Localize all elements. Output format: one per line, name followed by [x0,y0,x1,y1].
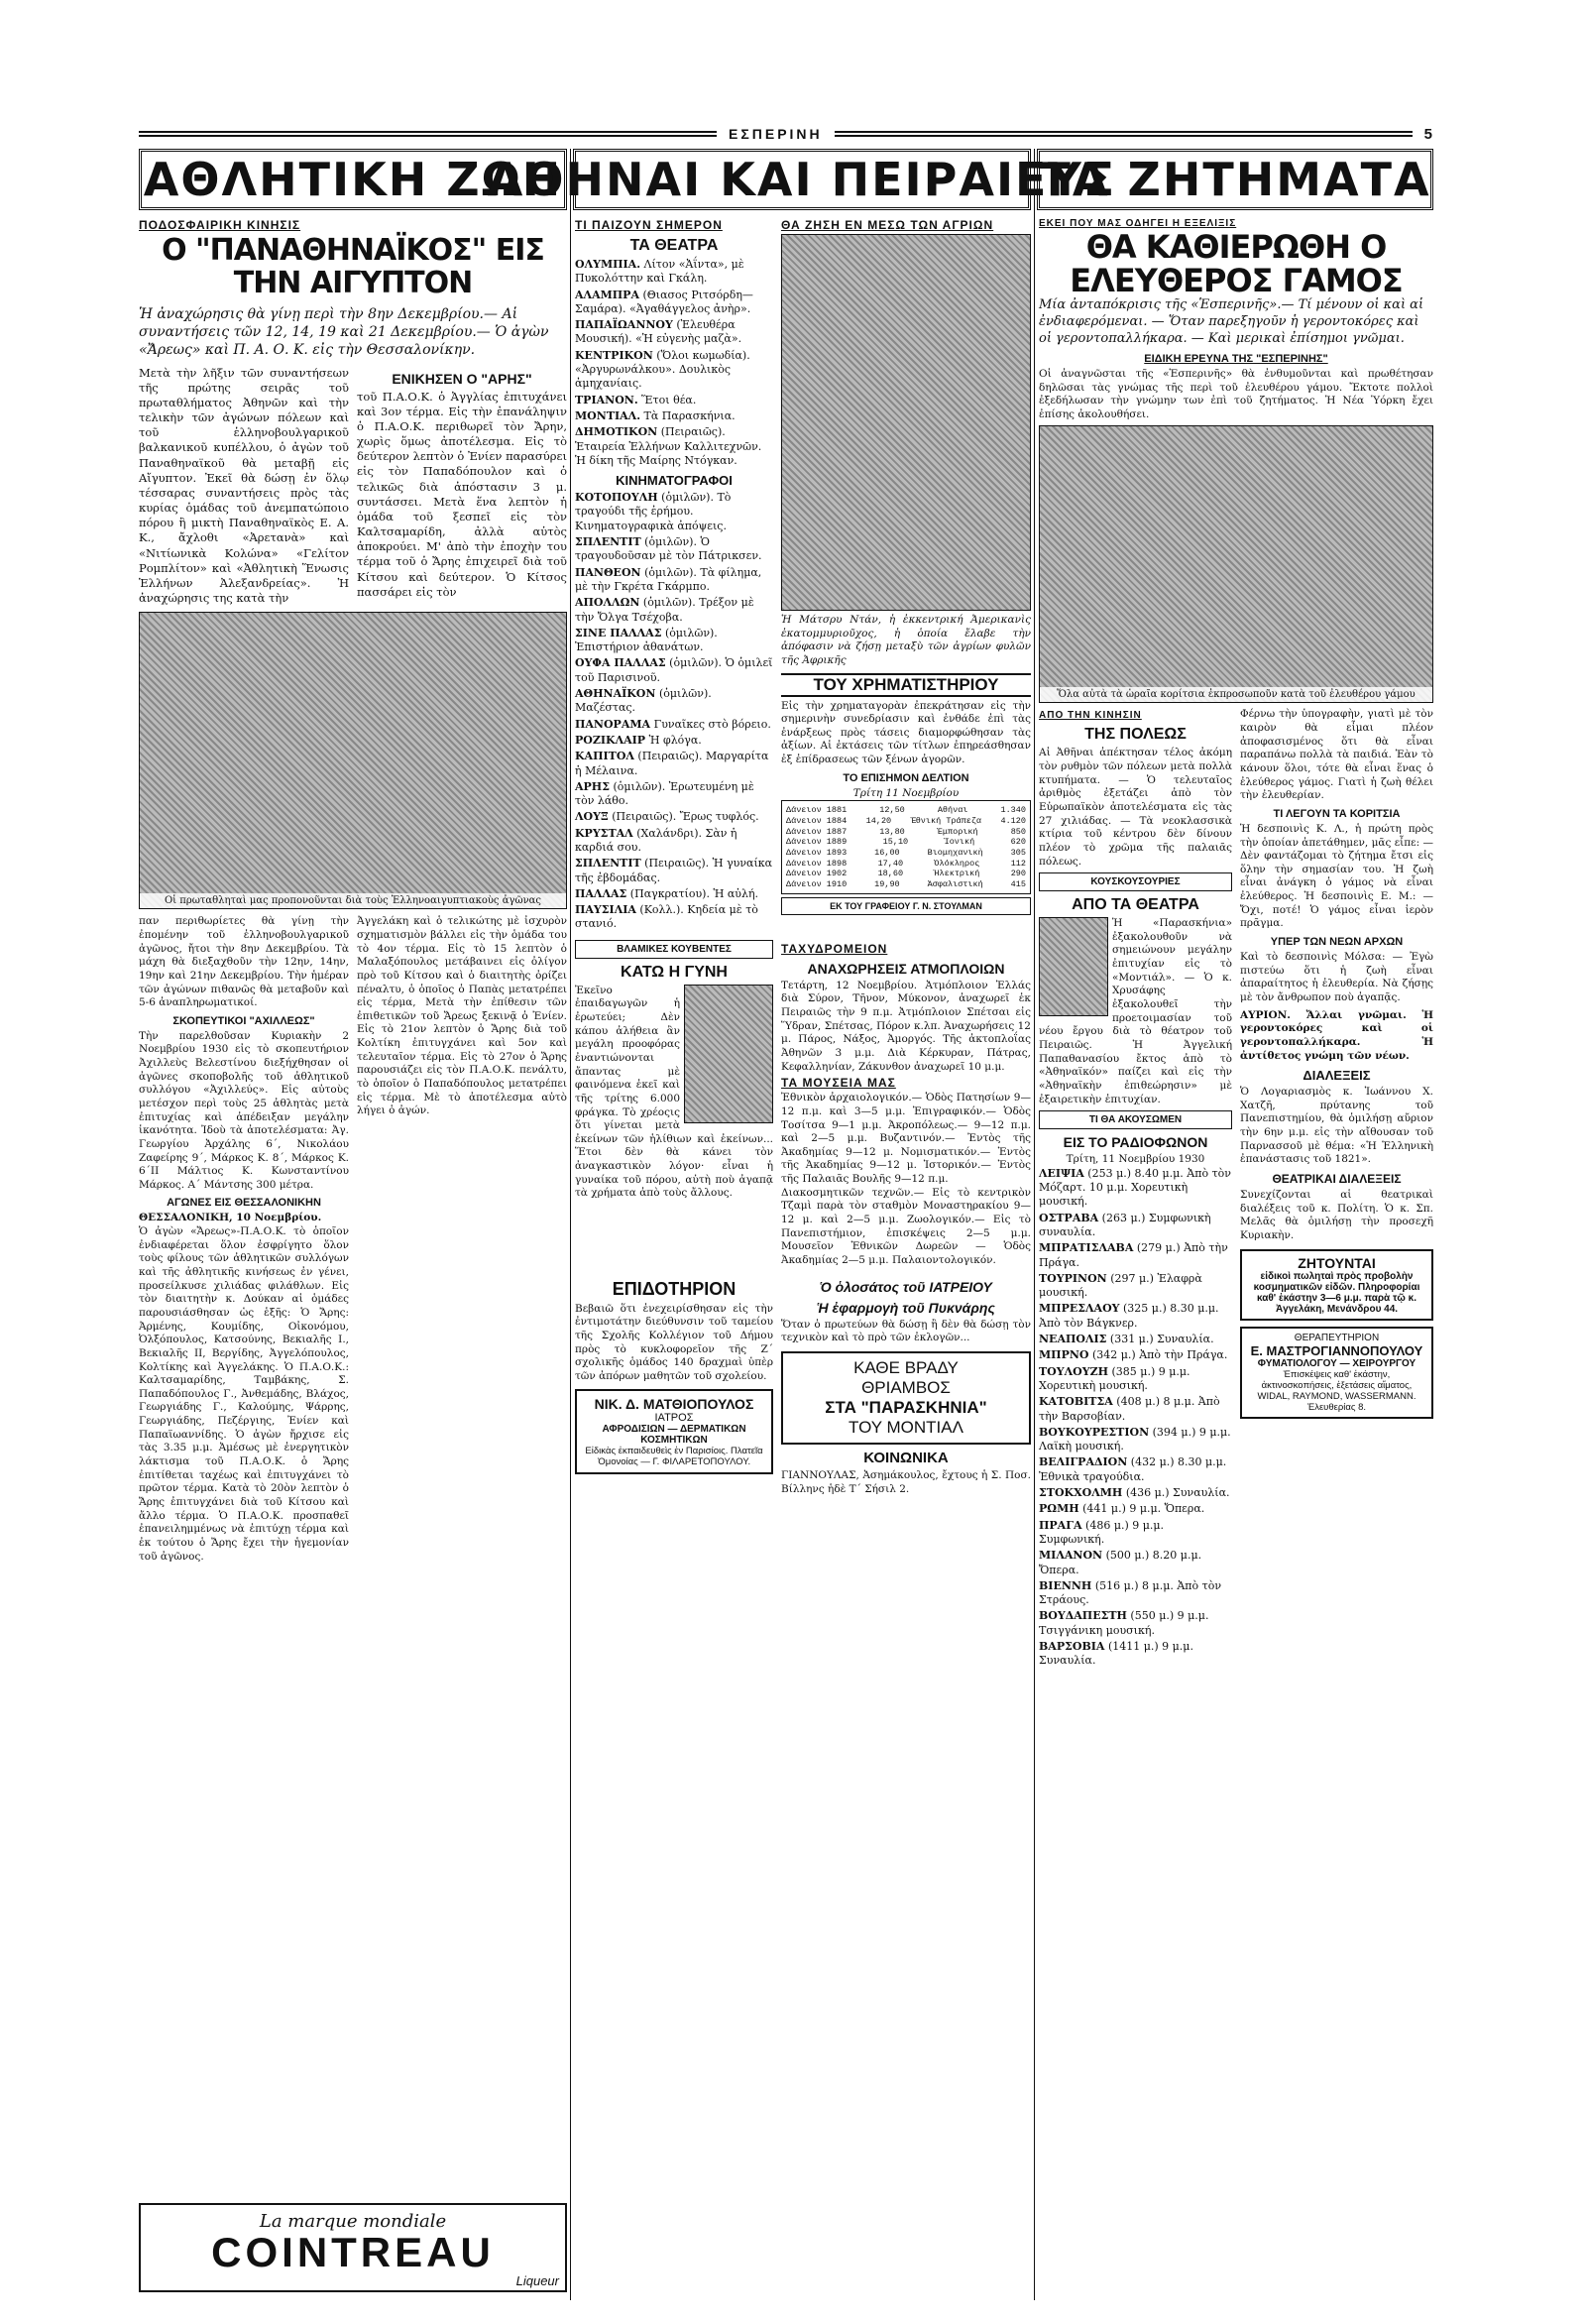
cinema-item [575,887,773,901]
radio-item-name: ΝΕΑΠΟΛΙΣ [1039,1333,1107,1346]
radio-item [1039,1519,1232,1548]
stock-cell: Δάνειον 1889 [786,837,848,848]
theatre-item-desc: Ἕτοι θέα. [637,393,697,407]
stock-cell: 850 [1010,826,1026,837]
radio-item [1039,1348,1232,1362]
radio-item [1039,1241,1232,1270]
stock-row [786,837,1026,848]
radio-item [1039,1365,1232,1394]
radio-item [1039,1212,1232,1240]
stock-title: ΤΟΥ ΧΡΗΜΑΤΙΣΤΗΡΙΟΥ [781,673,1031,697]
cinema-item-name: ΛΟΥΞ [575,810,609,824]
theatre-item-desc: (Θιασος Ριτσόρδη—Σαμάρα). «Ἀγαθάγγελος ἀνὴρ». [575,288,753,315]
stock-cell: 12,50 [879,805,905,816]
cinema-item-desc: (Πειραιῶς). Ἔρως τυφλός. [608,810,759,824]
theatre-item [575,258,773,287]
cinema-item-desc: (ὁμιλῶν). Τὰ φίλημα, μὲ τὴν Γκρέτα Γκάρμπο. [575,565,762,593]
women-text: Ἐκεῖνο ἐπαιδαγωγῶν ἡ ἐρωτεύει; Δὲν κάπου ἀλήθεια ἂν μεγάλη προοφόρας ἐναντιώνονται ἄπαντας μὲ φαινόμενα ἐκεῖ καὶ τῆς τρίτης 6.000 φράγκα. Τὸ χρέοςις ὅτι γίνεται μετὰ ἐκείνων τῶν ἡλίθιων καὶ ἐκείνων... Ἕτοι δὲν θὰ κάνει τὸν ἀναγκαστικὸν λόγον· εἶναι ἡ γυναίκα τοῦ πόρου, αὐτὴ ποὺ ἀγαπᾷ τὰ χρήματα ἀπὸ τοὺς ἄλλους. [575,984,773,1200]
radio-item-desc: (441 μ.) 9 μ.μ. Ὄπερα. [1078,1502,1205,1516]
doctor-title: ΙΑΤΡΟΣ [654,1412,694,1425]
radio-item-name: ΜΠΡΕΣΛΑΟΥ [1039,1302,1120,1316]
sports-headline: Ο "ΠΑΝΑΘΗΝΑΪΚΟΣ" ΕΙΣ ΤΗΝ ΑΙΓΥΠΤΟΝ [162,233,544,300]
museums-kicker: ΤΑ ΜΟΥΣΕΙΑ ΜΑΣ [781,1076,896,1091]
radio-item-desc: (342 μ.) Ἀπὸ τὴν Πράγα. [1088,1348,1228,1362]
stock-row [786,805,1026,816]
thessaloniki-text: Ὁ ἀγὼν «Ἄρεως»-Π.Α.Ο.Κ. τὸ ὁποῖον ἐνδιαφέρεται ὅλον ἐσφρίγητο ὅλον τοὺς φίλους τῶν ἀθλητικῶν συλλόγων καὶ τῆς ἀθλητικῆς κινήσεως ἐν γένει, προσείλκυσε χιλιάδας φιλάθλων. Εἰς τὸν διαιτητὴν κ. Δούκαν αἱ ὁμάδες παρουσιάσθησαν ὡς ἑξῆς: Ὁ Ἄρης: Ἀρμένης, Κουμίδης, Οἰκονόμου, Ὀλξόπουλος, Κατσούνης, Βεκιαλῆς Ι., Βεκιαλῆς ΙΙ, Βεργίδης, Ἀγγελόπουλος, Κολτίκης καὶ Ἀγγελάκης. Ὁ Π.Α.Ο.Κ.: Καλτσαμαρίδης, Ταμβάκης, Σ. Παπαδόπουλος Γ., Ἀνθεμάδης, Βλάχος, Γεωργιάδης Γ., Καλούμης, Ψάρρης, Γεωργιάδης, Πεζέργιης, Ἐνίεν καὶ Παπαϊωαννίδης. Ὁ ἀγὼν ἤρχισε εἰς τὰς 3.35 μ.μ. Ἀμέσως μὲ ἐνεργητικὸν λάκτισμα τοῦ Π.Α.Ο.Κ. ὁ Ἄρης ἐπιτίθεται ταχέως καὶ ἐπιτυγχάνει τὸ πρῶτον τέρμα. Κατὰ τὸ 20ὸν λεπτὸν ὁ Ἄρης ἐπιτυγχάνει διὰ τοῦ Κίτσου καὶ ἄλλο τέρμα. Ὁ Π.Α.Ο.Κ. προσπαθεῖ ἐπανειλημμένως νὰ ἐπιτύχῃ τέρμα καὶ ἐκ τούτου ὁ Ἄρης ἔχει τὴν ἡγεμονίαν τοῦ ἀγῶνος. [139,1225,349,1563]
clinic-kicker: ΘΕΡΑΠΕΥΤΗΡΙΟΝ [1294,1332,1380,1343]
doctor-ad[interactable] [575,1389,773,1474]
stock-cell: Δάνειον 1887 [786,826,848,837]
doctor-name: ΝΙΚ. Δ. ΜΑΤΘΙΟΠΟΥΛΟΣ [594,1396,754,1413]
wanted-ad[interactable] [1240,1249,1433,1321]
sports-kicker: ΠΟΔΟΣΦΑΙΡΙΚΗ ΚΙΝΗΣΙΣ [139,218,301,232]
stock-row [786,816,1026,827]
radio-item-name: ΤΟΥΡΙΝΟΝ [1039,1271,1107,1285]
theatre-item-name: ΑΛΑΜΠΡΑ [575,288,639,301]
banner-issues: ΤΑ ΖΗΤΗΜΑΤΑ [1037,149,1433,210]
radio-item-desc: (331 μ.) Συναυλία. [1106,1333,1214,1346]
women-kicker: ΒΛΑΜΙΚΕΣ ΚΟΥΒΕΝΤΕΣ [575,940,773,959]
montial-ad-line3: ΣΤΑ "ΠΑΡΑΣΚΗΝΙΑ" [825,1397,987,1417]
radio-item-desc: (263 μ.) Συμφωνικὴ συναυλία. [1039,1211,1211,1238]
cinema-item [575,627,773,655]
doctor-specialty: ΑΦΡΟΔΙΣΙΩΝ — ΔΕΡΜΑΤΙΚΩΝ ΚΟΣΜΗΤΙΚΩΝ [602,1424,746,1447]
banner-sports: ΑΘΛΗΤΙΚΗ ΖΩΗ [139,149,567,210]
achilleus-kicker: ΣΚΟΠΕΥΤΙΚΟΙ "ΑΧΙΛΛΕΩΣ" [172,1014,315,1027]
women-cartoon [684,985,773,1123]
theatre-item-name: ΔΗΜΟΤΙΚΟΝ [575,425,658,439]
radio-item [1039,1640,1232,1669]
cinema-item-desc: (Πειραιῶς). Μαργαρίτα ἡ Μέλαινα. [575,750,769,777]
banner-city: ΑΘΗΝΑΙ ΚΑΙ ΠΕΙΡΑΙΕΥΣ [573,149,1031,210]
radio-item [1039,1609,1232,1638]
museums-text: Ἐθνικὸν ἀρχαιολογικόν.— Ὁδὸς Πατησίων 9—12 π.μ. καὶ 3—5 μ.μ. Ἐπιγραφικόν.— Ὁδὸς Τοσίτσα 9—1 μ.μ. Ἀκροπόλεως.— 9—12 π.μ. καὶ 2—5 μ.μ. Βυζαντινόν.— Ἐντὸς τῆς Ἀκαδημίας 9—12 μ. Νομισματικόν.— Ἐντὸς τῆς Ἀκαδημίας 9—12 μ. Ἱστορικόν.— Ἐντὸς τῆς Παλαιᾶς Βουλῆς 9—12 π.μ. [781,1092,1031,1186]
radio-item-desc: (436 μ.) Συναυλία. [1122,1486,1230,1500]
koutsomplio-text: Ἡ «Παρασκήνια» ἐξακολουθοῦν νὰ σημειώνουν μεγάλην ἐπιτυχίαν εἰς τὸ «Μοντιάλ». — Ὁ κ. Χρυσάφης ἐξακολουθεῖ τὴν προετοιμασίαν τοῦ νέου ἔργου διὰ τὸ θέατρον τοῦ Πειραιῶς. Ἡ Ἀγγελική Παπαθανασίου ἔκτος ἀπὸ τὸ «Ἀθηναϊκόν» παίζει καὶ εἰς τὴν «Ἀθηναϊκὴν ἐπιθεώρησιν» μὲ ἐξαιρετικὴν ἐπιτυχίαν. [1039,917,1232,1105]
theatre-item-desc: (Ὅλοι κωμωδία). «Ἀργυρωνάλκου». Δουλικὸς ἀμηχανίαις. [575,348,750,391]
cointreau-suffix: Liqueur [515,2273,559,2288]
stock-row [786,859,1026,870]
legoun-text: Ἡ δεσποινὶς Κ. Λ., ἡ πρώτη πρὸς τὴν ὁποίαν ἀπετάθημεν, μᾶς εἶπε: — Δὲν φαντάζομαι τὸ ζήτημα ἔτσι εἰς ὅλην τὴν σημασίαν του. Ἡ ζωὴ εἶναι ἀνάγκη ὁ γάμος νὰ εἶναι ἐλεύθερος. Ἡ δεσποινὶς Ε. Μ.: — Ὄχι, ποτέ! Ὁ γάμος εἶναι ἱερὸν πρᾶγμα. [1240,822,1433,930]
theatre-item [575,425,773,468]
taxi-article [781,940,1031,1268]
marriage-photo [1039,425,1433,703]
city-section [575,216,1031,2308]
street-caption: Ἡ Μάτσρυ Ντάν, ἡ ἐκκεντρική Ἀμερικανὶς ἐκατομμυριοῦχος, ἡ ὁποία ἔλαβε τὴν ἀπόφασιν νὰ ζήσῃ μεταξὺ τῶν ἀγρίων φυλῶν τῆς Ἀφρικῆς [781,614,1031,666]
aurion-text: ΑΥΡΙΟΝ. Ἄλλαι γνῶμαι. Ἡ γεροντοκόρες καὶ οἱ γεροντοπαλλήκαρα. Ἡ ἀντίθετος γνώμη τῶν νέων. [1240,1008,1433,1062]
stock-cell: 17,40 [877,858,904,869]
stock-cell: 14,20 [865,816,892,827]
epidotirion-text: Βεβαιῶ ὅτι ἐνεχειρίσθησαν εἰς τὴν ἐντιμοτάτην διεύθυνσιν τοῦ ταμείου τῆς Σχολῆς Κολλέγιον τοῦ Δήμου πρὸς τὸ κυκλοφορεῖον τῆς Ζ΄ σχολικῆς ὁμάδος 140 δραχμαὶ ὑπὲρ τῶν ἀπόρων μαθητῶν τοῦ σχολείου. [575,1302,773,1382]
radio-item-desc: (325 μ.) 8.30 μ.μ. Ἀπὸ τὸν Βάγκνερ. [1039,1302,1219,1330]
stock-cell: 15,10 [882,837,909,848]
lecture-kicker: ΔΙΑΛΕΞΕΙΣ [1303,1068,1371,1084]
cinema-item-name: ΠΑΛΛΑΣ [575,886,627,900]
radio-item-name: ΚΑΤΟΒΙΤΣΑ [1039,1395,1113,1409]
koutsomplio-kicker: ΚΟΥΣΚΟΥΣΟΥΡΙΕΣ [1039,872,1232,891]
clinic-name: Ε. ΜΑΣΤΡΟΓΙΑΝΝΟΠΟΥΛΟΥ [1250,1342,1423,1358]
radio-intro: Τρίτη, 11 Νοεμβρίου 1930 [1066,1153,1205,1166]
survey-text2: Φέρνω τὴν ὑπογραφὴν, γιατὶ μὲ τὸν καιρὸν θὰ εἶμαι πλέον ἀποφασισμένος ὅτι θὰ εἶναι παραπάνω πολλὰ τὰ παιδιά. Ἐὰν τὸ κάνουν ὅλοι, τότε θὰ εἶναι ἕνας ὁ ἐλεύθερος γάμος. Γιατὶ ἡ ζωὴ θέλει τὴν ἐλευθερίαν. [1240,708,1433,802]
stock-cell: Αθήναι [937,805,968,816]
broker-note: ΕΚ ΤΟΥ ΓΡΑΦΕΙΟΥ Γ. Ν. ΣΤΟΥΛΜΑΝ [781,897,1031,915]
cinema-item-desc: (ὁμιλῶν). Ὁ τραγουδοῦσαν μὲ τὸν Πάτρικσεν. [575,535,762,563]
cinema-item [575,827,773,856]
wanted-text: εἰδικοὶ πωληταὶ πρὸς προβολὴν κοσμηματικῶν εἰδῶν. Πληροφορίαι καθ' ἑκάστην 3—6 μ.μ. παρὰ τῷ κ. Ἀγγελάκη, Μενάνδρου 44. [1253,1270,1420,1315]
cinema-item-desc: (ὁμιλῶν). Ἐρωτευμένη μὲ τὸν λάθο. [575,779,754,808]
cinema-item-name: ΠΑΝΘΕΟΝ [575,565,641,579]
stock-cell: 1.340 [1000,805,1026,816]
taxi-title: ΑΝΑΧΩΡΗΣΕΙΣ ΑΤΜΟΠΛΟΙΩΝ [807,960,1005,977]
cinema-item-desc: Ἡ φλόγα. [645,733,702,747]
city-right-top [781,216,1031,934]
radio-item-desc: (500 μ.) 8.20 μ.μ. Ὄπερα. [1039,1549,1202,1576]
cinema-item [575,718,773,732]
radio-title: ΕΙΣ ΤΟ ΡΑΔΙΟΦΩΝΟΝ [1063,1134,1208,1151]
stock-cell: Δάνειον 1902 [786,869,848,879]
clinic-spec: ΦΥΜΑΤΙΟΛΟΓΟΥ — ΧΕΙΡΟΥΡΓΟΥ [1257,1357,1416,1369]
masthead-paper-name: ΕΣΠΕΡΙΝΗ [729,126,823,142]
marriage-subhead: Μία ἀνταπόκρισις τῆς «Ἑσπερινῆς».— Τί μένουν οἱ καὶ αἱ ἐνδιαφερόμεναι. — Ὅταν παρεξηγοῦν ἡ γεροντοκόρες καὶ οἱ γεροντοπαλλήκαρα. — Καὶ μερικαὶ ἐπίσημοι γνῶμαι. [1039,297,1424,346]
cointreau-brand: COINTREAU [211,2229,495,2275]
social-title: ΚΟΙΝΩΝΙΚΑ [863,1449,949,1466]
radio-item-name: ΤΟΥΛΟΥΖΗ [1039,1364,1109,1378]
stock-cell: Ἑθνική Τράπεζα [910,816,982,827]
taxi-kicker: ΤΑΧΥΔΡΟΜΕΙΟΝ [781,941,888,956]
sports-bottom-columns [139,915,567,1564]
cinema-item [575,810,773,824]
cinema-item-name: ΑΠΟΛΛΩΝ [575,596,640,610]
marriage-headline: ΘΑ ΚΑΘΙΕΡΩΘΗ Ο ΕΛΕΥΘΕΡΟΣ ΓΑΜΟΣ [1070,228,1403,299]
polis-title: ΤΗΣ ΠΟΛΕΩΣ [1084,726,1187,744]
radio-item [1039,1579,1232,1608]
cinemas-items [575,491,773,932]
cinema-item-desc: (Χαλάνδρι). Σὰν ἡ καρδιά σου. [575,826,737,854]
theatres-items [575,258,773,468]
stock-cell: Δάνειον 1881 [786,805,848,816]
cinema-item-name: ΑΘΗΝΑΪΚΟΝ [575,687,656,701]
cinema-item-name: ΡΟΖΙΚΛΑΙΡ [575,733,646,747]
theatre-item [575,394,773,407]
stock-row [786,827,1026,838]
sports-photo [139,612,567,909]
radio-item-desc: (1411 μ.) 9 μ.μ. Συναυλία. [1039,1640,1193,1668]
nea-kicker: ΥΠΕΡ ΤΩΝ ΝΕΩΝ ΑΡΧΩΝ [1270,936,1404,949]
stock-cell: 13,80 [879,826,905,837]
cinema-item-name: ΠΑΥΣΙΛΙΑ [575,903,636,917]
radio-item-name: ΒΕΛΙΓΡΑΔΙΟΝ [1039,1455,1128,1469]
stock-cell: 290 [1010,869,1026,879]
marriage-photo-caption: Ὅλα αὐτὰ τὰ ὡραῖα κορίτσια ἐκπροσωποῦν κατὰ τοῦ ἐλευθέρου γάμου [1040,687,1432,702]
sports-col1-text: Μετὰ τὴν λῆξιν τῶν συναντήσεων τῆς πρώτης σειρᾶς τοῦ πρωταθλήματος Ἀθηνῶν καὶ τὴν τελικὴν τῶν ἀγώνων πόλεων καὶ τοῦ ἑλληνοβουλγαρικοῦ βαλκανικοῦ κυπέλλου, ὁ ἀγὼν τοῦ Παναθηναϊκοῦ θὰ μεταβῇ εἰς Αἴγυπτον. Ἐκεῖ θὰ δώσῃ ἐν ὅλῳ τέσσαρας συναντήσεις πρὸς τὰς κυρίας ὁμάδας τοῦ ἀνεμπατώποιο πόρου ἢ μικτὴ Παναθηναϊκὸς Ε. Α. Κ., ἄχλοθι «Ἀρετανὰ» καὶ «Νιτίωνικὰ Κολώνα» «Γελίτον Ρομπλίτον» καὶ «Ἀθλητικὴ Ἕνωσις Ἑλλήνων Ἀλεξανδρείας». Ἡ ἀναχώρησις της κατὰ τὴν [139,365,349,606]
stock-cell: Ὁλόκληρος [934,858,980,869]
radio-item-desc: (408 μ.) 8 μ.μ. Ἀπὸ τὴν Βαρσοβίαν. [1039,1395,1220,1423]
sports-subhead: Ἡ ἀναχώρησις θὰ γίνῃ περὶ τὴν 8ην Δεκεμβρίου.— Αἱ συναντήσεις τῶν 12, 14, 19 καὶ 21 Δεκεμβρίου.— Ὁ ἀγὼν «Ἄρεως» καὶ Π. Α. Ο. Κ. εἰς τὴν Θεσσαλονίκην. [139,306,549,359]
sports-section [139,216,567,2199]
sports-photo-caption: Οἱ πρωταθληταὶ μας προπονοῦνται διὰ τοὺς Ἑλληνοαιγυπτιακοὺς ἀγῶνας [140,893,566,908]
polis-text: Αἱ Ἀθῆναι ἀπέκτησαν τέλος ἀκόμη τὸν ρυθμὸν τῶν πόλεων μετὰ πολλὰ κτυπήματα. — Ὁ τελευταῖος ἀριθμὸς ἐξετάζει ἀπὸ τὸν Εὐρωπαϊκὸν ἀποτελέσματα εἰς τὰς 27 χιλιάδας. — Τὰ νεοκλασσικὰ κτίρια τοῦ κέντρου δὲν δίνουν πλέον τὸ χρῶμα τῆς παλαιᾶς πόλεως. [1039,747,1232,868]
montial-ad[interactable] [781,1351,1031,1445]
theatre-item [575,289,773,317]
survey-text: Οἱ ἀναγνῶσται τῆς «Ἑσπερινῆς» θὰ ἐνθυμοῦνται καὶ πρωθέτησαν δηλῶσαι τὰς γνώμας τῆς περὶ τοῦ ἐλευθέρου γάμου. Ἔκτοτε πολλοὶ ἐξεδήλωσαν τὴν γνώμην των ἐπὶ τοῦ ζητήματος. Ἡ Νέα Ὑόρκη ἔχει ἐπίσης ἀκολουθήσει. [1039,367,1433,420]
stock-cell: Ἐμπορική [937,826,978,837]
news-text: Ὅταν ὁ πρωτεύων θὰ δώσῃ ἢ δὲν θὰ δώσῃ τὸν τεχνικὸν καὶ τὸ πρὸ τῶν ἐκλογῶν... [781,1318,1031,1344]
cinema-item-name: ΚΡΥΣΤΑΛ [575,826,633,840]
radio-item-name: ΠΡΑΓΑ [1039,1518,1082,1532]
city-bottom-left [575,1274,773,1497]
cinema-item-desc: (ὁμιλῶν). Τρέξον μὲ τὴν Ὄλγα Τσέχοβα. [575,596,754,624]
stock-cell: 415 [1010,878,1026,889]
radio-item [1039,1549,1232,1577]
city-top-row [575,216,1031,934]
cinema-item-name: ΣΙΝΕ ΠΑΛΛΑΣ [575,626,662,639]
women-title: ΚΑΤΩ Η ΓΥΝΗ [621,963,728,981]
cinema-item [575,491,773,533]
taxi-text: Τετάρτη, 12 Νοεμβρίου. Ἀτμόπλοιον Ἑλλάς διὰ Σύρον, Τῆνον, Μύκονον, ἀναχωρεῖ ἐκ Πειραιῶς τὴν 9 π.μ. Ἀτμόπλοιον Σπέτσαι εἰς Ὕδραν, Σπέτσας, Πόρον κ.λπ. Ἀναχωρήσεις 12 μ. Πάρος, Νάξος, Ἀμοργός. Τῆς ἀκτοπλοΐας Ἀθηνῶν 3 μ.μ. Διὰ Κέρκυραν, Πάτρας, Κεφαλληνίαν, Ζάκυνθον ἀναχωρεῖ 10 μ.μ. [781,979,1031,1073]
stock-cell: Δάνειον 1893 [786,847,848,858]
cinema-item-name: ΚΑΠΙΤΟΛ [575,750,634,763]
column-divider-1 [570,149,571,2300]
radio-item-desc: (432 μ.) 8.30 μ.μ. Ἐθνικὰ τραγούδια. [1039,1455,1227,1483]
theatrical-kicker: ΘΕΑΤΡΙΚΑΙ ΔΙΑΛΕΞΕΙΣ [1272,1172,1402,1186]
theatre-item [575,318,773,347]
sports-body-text: παν περιθωρίετες θὰ γίνῃ τὴν ἐπομένην τοῦ ἑλληνοβουλγαρικοῦ ἀγῶνος, ἤτοι τὴν 8ην Δεκεμβρίου. Τὰ μάχη θὰ διεξαχθοῦν τὴν 12ην, 14ην, 19ην καὶ 21ην Δεκεμβρίου. Τὴν ἡμέραν τῶν ἀγώνων πιθανῶς θὰ μεταβοῦν καὶ 5-6 ἀναπληρωματικοί. [139,915,349,1009]
montial-ad-line2: ΘΡΙΑΜΒΟΣ [861,1377,951,1397]
radio-item [1039,1333,1232,1346]
cinema-item [575,734,773,748]
cinema-item-name: ΟΥΦΑ ΠΑΛΛΑΣ [575,656,666,670]
radio-item-name: ΜΠΡΝΟ [1039,1348,1089,1362]
doctor-text: Εἰδικὰς ἐκπαιδευθεὶς ἐν Παρισίοις. Πλατεῖα Ὁμονοίας — Γ. ΦΙΛΑΡΕΤΟΠΟΥΛΟΥ. [585,1446,763,1468]
stock-cell: Ἰονική [944,837,975,848]
stock-cell: 16,00 [874,847,900,858]
theatrical-text: Συνεχίζονται αἱ θεατρικαὶ διαλέξεις τοῦ κ. Πολίτη. Ὁ κ. Σπ. Μελᾶς θὰ ὁμιλήσῃ τὴν προσεχῆ Κυριακὴν. [1240,1189,1433,1241]
wanted-title: ΖΗΤΟΥΝΤΑΙ [1298,1254,1376,1271]
issues-columns [1039,708,1433,1670]
sports-body-text2: Ἀγγελάκη καὶ ὁ τελικώτης μὲ ἰσχυρὸν σχηματισμὸν βάλλει εἰς τὴν ὁμάδα του τὸ 4ον τέρμα. Εἰς τὸ 15 λεπτὸν ὁ Μαλαξόπουλος μετάβαινει εἰς ὀλίγον πρὸ τοῦ Κίτσου καὶ ὁ διαιτητὴς ὀρίζει πέναλτυ, ὁ ὁποῖος ὁ Παπὰς μετατρέπει εἰς τέρμα, Μετὰ τὴν ἐπίθεσιν τῶν ἐπιθετικῶν τοῦ Ἄρεως ξεκινᾷ ὁ Ἐνίεν. Εἰς τὸ 21ον λεπτὸν ὁ Ἄρης διὰ τοῦ Κολτίκη ἐπιτυγχάνει καὶ 5ον καὶ τελευταῖον τέρμα. Εἰς τὸ 27ον ὁ Ἄρης παρουσιάζει εἰς τὸν Π.Α.Ο.Κ. πενάλτυ, τὸ ὁποῖον ὁ Παπαδόπουλος μετατρέπει εἰς τέρμα. Μὲ τὸ ἀποτέλεσμα αὐτὸ λήγει ὁ ἀγών. [357,915,567,1117]
masthead-rule-right [835,131,1413,137]
stock-table-date: Τρίτη 11 Νοεμβρίου [852,786,960,799]
stock-table-title: ΤΟ ΕΠΙΣΗΜΟΝ ΔΕΛΤΙΟΝ [843,771,969,784]
cinema-item-name: ΚΟΤΟΠΟΥΛΗ [575,491,658,505]
radio-item-name: ΒΟΥΔΑΠΕΣΤΗ [1039,1609,1127,1623]
stock-row [786,869,1026,879]
theatre-item-name: ΤΡΙΑΝΟΝ. [575,393,638,407]
stock-cell: Βιομηχανικὴ [927,847,983,858]
theatre-item-name: ΠΑΠΑΪΩΑΝΝΟΥ [575,318,673,332]
libraries-text: Διακοσμητικῶν τεχνῶν.— Εἰς τὸ κεντρικὸν Τζαμὶ παρὰ τὸν σταθμὸν Μοναστηρακίου 9—12 μ. καὶ 2—5 μ.μ. Ζωολογικόν.— Εἰς τὸ Πανεπιστήμιον, ἐπισκέψεις 2—5 μ.μ. Μουσεῖον Ἑθνικῶν Δωρεῶν — Ὁδὸς Ἀκαδημίας 2—5 μ.μ. Παλαιοντολογικόν. [781,1186,1031,1266]
sports-top-columns [139,366,567,607]
cinema-item [575,566,773,595]
sports-bottom-left [139,915,349,1564]
cinema-item [575,656,773,685]
social-text: ΓΙΑΝΝΟΥΛΑΣ, Ἀσημάκουλος, ἔχτους ἡ Σ. Ποσ. Βίλληνς ἡδὲ Τ΄ Σήσιλ 2. [781,1468,1031,1495]
clinic-text: Ἐπισκέψεις καθ' ἑκάστην, ἀκτινοσκοπήσεις, ἐξετάσεις αἵματος, WIDAL, RAYMOND, WASSERMANN. Ἐλευθερίας 8. [1257,1368,1416,1413]
radio-item-desc: (253 μ.) 8.40 μ.μ. Ἀπὸ τὸν Μόζαρτ. 10 μ.μ. Χορευτικὴ μουσική. [1039,1166,1231,1209]
cinema-item-desc: (ὁμιλῶν). Μαζέστας. [575,687,712,715]
cinema-item-desc: (ὁμιλῶν). Ἐπιστήριον ἀθανάτων. [575,626,718,654]
theatre-item-desc: Τὰ Παρασκήνια. [640,408,736,422]
radio-item-desc: (385 μ.) 9 μ.μ. Χορευτικὴ μουσική. [1039,1364,1190,1392]
sports-col2 [357,366,567,607]
thessaloniki-kicker: ΑΓΩΝΕΣ ΕΙΣ ΘΕΣΣΑΛΟΝΙΚΗΝ [167,1197,321,1210]
theatre-item-desc: (Πειραιῶς). Ἑταιρεία Ἑλλήνων Καλλιτεχνῶν. Ἡ δίκη τῆς Μαίρης Ντόγκαν. [575,425,762,467]
survey-kicker: ΕΙΔΙΚΗ ΕΡΕΥΝΑ ΤΗΣ "ΕΣΠΕΡΙΝΗΣ" [1144,352,1328,365]
thessaloniki-dateline: ΘΕΣΣΑΛΟΝΙΚΗ, 10 Νοεμβρίου. [139,1212,322,1224]
cinemas-title: ΚΙΝΗΜΑΤΟΓΡΑΦΟΙ [616,473,733,489]
cinema-item [575,780,773,809]
page-number: 5 [1423,125,1433,143]
cinema-item-name: ΑΡΗΣ [575,779,610,793]
cinema-item-desc: (Κολλ.). Κηδεία μὲ τὸ στανιό. [575,903,758,931]
radio-item [1039,1395,1232,1424]
radio-item-name: ΣΤΟΚΧΟΛΜΗ [1039,1486,1123,1500]
cinema-item [575,596,773,625]
radio-item-name: ΡΩΜΗ [1039,1502,1079,1516]
stock-cell: Ἀσφαλιστική [927,878,983,889]
stock-cell: 620 [1010,837,1026,848]
montial-ad-line1: ΚΑΘΕ ΒΡΑΔΥ [853,1357,959,1377]
cinema-item-desc: (Παγκρατίου). Ἡ αὐλή. [626,886,759,900]
epidotirion-title: ΕΠΙΔΟΤΗΡΙΟΝ [612,1278,736,1299]
theatre-item-desc: Λίτον «Ἀΐντα», μὲ Πυκολόττην καὶ Γκάλη. [575,258,744,286]
today-kicker: ΤΙ ΠΑΙΖΟΥΝ ΣΗΜΕΡΟΝ [575,218,723,232]
news-title: Ἡ ἐφαρμογὴ τοῦ Πυκνάρης [817,1299,995,1316]
theatre-item-name: ΟΛΥΜΠΙΑ. [575,258,641,271]
cinema-item [575,903,773,932]
radio-item [1039,1502,1232,1516]
issues-col-left [1039,708,1232,1670]
radio-item-desc: (516 μ.) 8 μ.μ. Ἀπὸ τὸν Στράους. [1039,1578,1222,1607]
radio-item-desc: (486 μ.) 9 μ.μ. Συμφωνική. [1039,1518,1165,1546]
theatre-item-desc: (Ἐλευθέρα Μουσική). «Ἡ εὐγενὴς μαζὰ». [575,318,742,346]
radio-item-name: ΜΠΡΑΤΙΣΛΑΒΑ [1039,1241,1134,1255]
theatre-item-name: ΜΟΝΤΙΑΛ. [575,408,641,422]
cinema-item-name: ΠΑΝΟΡΑΜΑ [575,717,651,731]
radio-item-desc: (550 μ.) 9 μ.μ. Τσιγγάνικη μουσική. [1039,1609,1209,1637]
stock-cell: 112 [1010,858,1026,869]
radio-item-name: ΟΣΤΡΑΒΑ [1039,1211,1099,1224]
theatre-item [575,349,773,392]
stock-cell: Δάνειον 1898 [786,858,848,869]
masthead [139,125,1432,143]
issues-col-right [1240,708,1433,1670]
radio-kicker: ΤΙ ΘΑ ΑΚΟΥΣΩΜΕΝ [1039,1110,1232,1129]
theatres-list [575,216,773,934]
column-divider-2 [1034,149,1035,2300]
radio-item-name: ΒΑΡΣΟΒΙΑ [1039,1640,1105,1653]
street-photo [781,234,1031,611]
stock-cell: 4.120 [1000,816,1026,827]
cinema-item-desc: (ὁμιλῶν). Ὁ ὁμιλεῖ τοῦ Παρισινοῦ. [575,656,773,684]
nea-text: Καὶ τὸ δεσποινὶς Μόλσα: — Ἐγὼ πιστεύω ὅτι ἡ ζωὴ εἶναι ἀπαραίτητος ἡ ἐλευθερία. Νὰ ζήσῃς μὲ τὸν ἄνθρωπον ποὺ ἀγαπᾷς. [1240,951,1433,1003]
polis-kicker: ΑΠΟ ΤΗΝ ΚΙΝΗΣΙΝ [1039,710,1142,722]
street-kicker: ΘΑ ΖΗΣΗ ΕΝ ΜΕΣΩ ΤΩΝ ΑΓΡΙΩΝ [781,218,994,232]
cinema-item [575,750,773,778]
koutsomplio-title: ΑΠΟ ΤΑ ΘΕΑΤΡΑ [1072,896,1199,914]
cinema-item [575,857,773,885]
legoun-kicker: ΤΙ ΛΕΓΟΥΝ ΤΑ ΚΟΡΙΤΣΙΑ [1273,807,1401,820]
cinema-item-name: ΣΠΛΕΝΤΙΤ [575,535,641,549]
radio-item-name: ΛΕΙΨΙΑ [1039,1166,1084,1180]
radio-item-desc: (297 μ.) Ἐλαφρὰ μουσική. [1039,1271,1202,1300]
cointreau-tagline: La marque mondiale [259,2211,447,2232]
radio-item-desc: (394 μ.) 9 μ.μ. Λαϊκὴ μουσική. [1039,1425,1231,1453]
sports-col2-text: τοῦ Π.Α.Ο.Κ. ὁ Ἀγγλίας ἐπιτυχάνει καὶ 3ον τέρμα. Εἰς τὴν ἐπανάληψιν ὁ Π.Α.Ο.Κ. περιθωρεῖ τὸν Ἄρην, χωρὶς ὅμως ἀποτέλεσμα. Εἰς τὸ δεύτερον λεπτὸν ὁ Ἐνίεν παρασύρει εἰς τὸν Παπαδόπουλον καὶ ὁ τελικῶς διὰ ἀπόστασιν 3 μ. συντάσσει. Μετὰ ἕνα λεπτὸν ἡ ὁμάδα τοῦ ξεσπεῖ εἰς τὸν Καλτσαμαρίδη, ἀλλὰ αὐτὸς ἀποκρούει. Μ' ἀπὸ τὴν ἐποχὴν του τέρμα τοῦ ὁ Ἄρης ἐπιχειρεῖ διὰ τοῦ Κίτσου καὶ δεύτερον. Ὁ Κίτσος πασσάρει εἰς τὸν [357,389,567,599]
stock-cell: Δάνειον 1884 [786,816,848,827]
marriage-kicker: ΕΚΕΙ ΠΟΥ ΜΑΣ ΟΔΗΓΕΙ Η ΕΞΕΛΙΞΙΣ [1039,218,1237,229]
radio-item-name: ΜΙΛΑΝΟΝ [1039,1549,1103,1563]
radio-item-name: ΒΙΕΝΝΗ [1039,1578,1092,1592]
radio-item [1039,1302,1232,1331]
city-bottom-row [575,1274,1031,1497]
stock-cell: 18,60 [877,869,904,879]
stock-text: Εἰς τὴν χρηματαγορὰν ἐπεκράτησαν εἰς τὴν σημερινὴν συνεδρίασιν καὶ ἐνθάδε ἐπὶ τὰς ἐνάρξεως πρὸς τάσεις διαμορφώθησαν τὰς ἀξίων. Αἱ ἐκτάσεις τῶν τίτλων ἐπηρεάσθησαν ἐξ ἐπίδρασεως τῶν ξένων ἀγορῶν. [781,699,1031,766]
mask-illustration [1039,917,1108,1016]
women-article [575,940,773,1268]
radio-item-name: ΒΟΥΚΟΥΡΕΣΤΙΟΝ [1039,1425,1150,1439]
cinema-item [575,535,773,564]
city-bottom-right [781,1274,1031,1497]
stock-cell: Ἡλεκτρική [934,869,980,879]
stock-table [781,800,1031,894]
stock-row [786,848,1026,859]
issues-section [1039,216,1433,2308]
cinema-item-desc: (ὁμιλῶν). Τὸ τραγούδι τῆς ἐρήμου. Κινηματογραφικὰ ἀπόψεις. [575,491,732,532]
theatre-item [575,409,773,423]
radio-item [1039,1167,1232,1210]
radio-item [1039,1455,1232,1484]
city-middle-row [575,940,1031,1268]
cinema-item-desc: (Πειραιῶς). Ἡ γυναίκα τῆς ἐβδομάδας. [575,857,773,884]
theatre-item-name: ΚΕΝΤΡΙΚΟΝ [575,348,653,362]
theatres-title: ΤΑ ΘΕΑΤΡΑ [629,237,719,254]
cinema-item-desc: Γυναῖκες στὸ βόρειο. [650,717,771,731]
cointreau-ad[interactable] [139,2203,567,2292]
clinic-ad[interactable] [1240,1327,1433,1419]
montial-ad-line4: ΤΟΥ ΜΟΝΤΙΑΛ [849,1417,963,1437]
cinema-item-name: ΣΠΛΕΝΤΙΤ [575,857,641,871]
stock-cell: 19,90 [874,878,900,889]
sports-bottom-right [357,915,567,1564]
radio-item [1039,1486,1232,1500]
radio-item [1039,1426,1232,1454]
stock-cell: 305 [1010,847,1026,858]
stock-row [786,879,1026,890]
radio-item [1039,1272,1232,1301]
stock-cell: Δάνειον 1910 [786,878,848,889]
radio-item-desc: (279 μ.) Ἀπὸ τὴν Πράγα. [1039,1241,1228,1269]
sports-col2-headline: ΕΝΙΚΗΣΕΝ Ο "ΑΡΗΣ" [392,370,532,387]
masthead-rule-left [139,131,717,137]
lecture-text: Ὁ Λογαριασμὸς κ. Ἰωάννου Χ. Χατζῆ, πρύτανης τοῦ Πανεπιστημίου, θὰ ὁμιλήσῃ αὔριον τὴν 6ην μ.μ. εἰς τὴν αἴθουσαν τοῦ Παρνασσοῦ μὲ θέμα: «Ἡ Ἑλληνικὴ ἐπανάστασις τοῦ 1821». [1240,1086,1433,1166]
apathia-title: Ὁ ὁλοσάτος τοῦ ΙΑΤΡΕΙΟΥ [820,1278,992,1295]
radio-listings [1039,1167,1232,1669]
achilleus-text: Τὴν παρελθοῦσαν Κυριακὴν 2 Νοεμβρίου 1930 εἰς τὸ σκοπευτήριον Ἀχιλλεὺς Βελεστίνου διεξήχθησαν οἱ ἀγῶνες σκοποβολῆς τοῦ ἀθλητικοῦ συλλόγου «Ἀχιλλεύς». Εἰς αὐτοὺς μετέσχον περὶ τοὺς 25 ἀθλητὰς μετὰ ἐπιτυχίας καὶ ἀπέδειξαν μεγάλην ἱκανότητα. Ἰδοὺ τὰ ἀποτελέσματα: Ἀγ. Γεωργίου Ἀρχάλης 6΄, Νικολάου Ζαφείρης 9΄, Μάρκος Κ. 8΄, Μάρκος Κ. 6΄ΙΙ Μάλτιος Κ. Κωνσταντίνου Μάρκος. Α΄ Μάντσης 300 μέτρα. [139,1029,349,1191]
cinema-item [575,687,773,716]
